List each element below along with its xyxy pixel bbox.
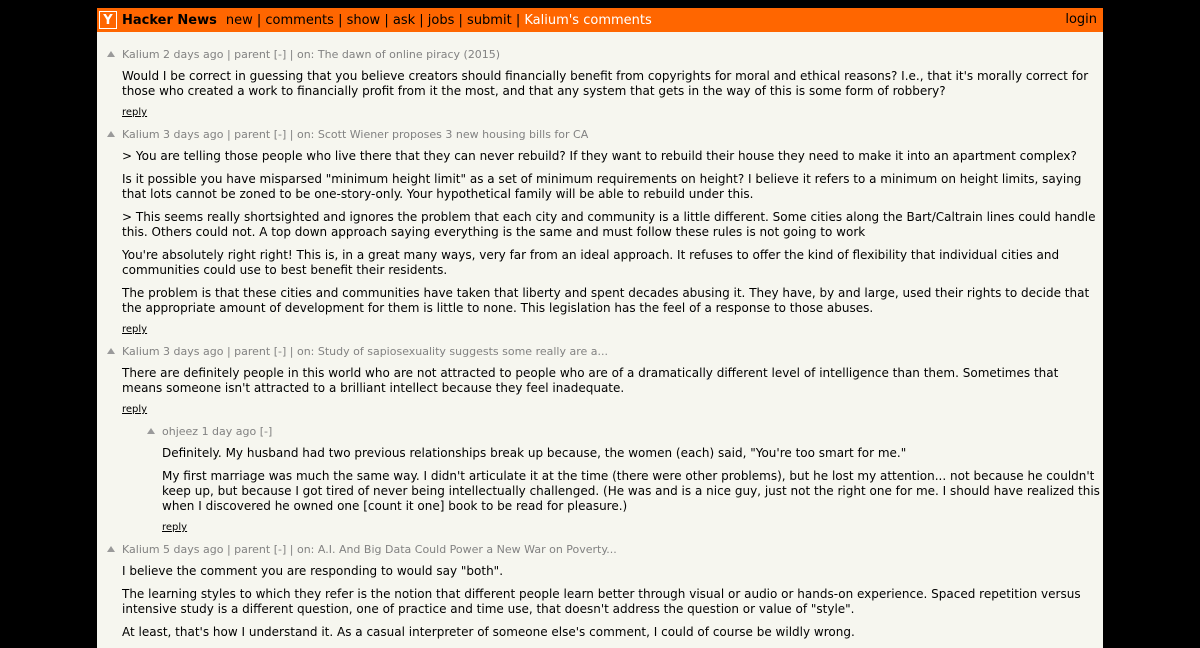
nav-separator: | xyxy=(511,12,525,28)
comment-text xyxy=(122,564,1098,640)
nav-separator: | xyxy=(415,12,428,28)
nav-separator: | xyxy=(454,12,468,28)
nav-ask-link[interactable]: ask xyxy=(392,12,416,28)
comment-text xyxy=(122,366,1098,396)
comment-paragraph: Definitely. My husband had two previous relationships break up because, the women (each) said, "You're too smart for me." xyxy=(162,446,907,460)
nav-submit-link[interactable]: submit xyxy=(467,12,512,28)
comment-paragraph: At least, that's how I understand it. As a casual interpreter of someone else's comment, I could of course be wildly wrong. xyxy=(122,625,855,639)
nav-jobs-link[interactable]: jobs xyxy=(427,12,455,28)
comment-paragraph: Would I be correct in guessing that you believe creators should financially benefit from copyrights for moral and ethical reasons? I.e., that it's morally correct for those who created a work to financially profit from it the most, and that any system that gets in the way of this is some form of robbery? xyxy=(122,69,1089,98)
upvote-arrow-icon[interactable] xyxy=(107,51,115,57)
comment-paragraph: The learning styles to which they refer is the notion that different people learn better through visual or audio or hands-on experience. Spaced repetition versus intensive study is a different question, one of practice and time use, that doesn't address the question or value of "style". xyxy=(122,587,1081,616)
comment-text xyxy=(162,446,1103,514)
comment-paragraph: Is it possible you have misparsed "minimum height limit" as a set of minimum requirements on height? I believe it refers to a minimum on height limits, saying that lots cannot be zoned to be one-story-only. Your hypothetical family will be able to rebuild under this. xyxy=(122,172,1082,201)
nav-separator: | xyxy=(252,12,266,28)
upvote-arrow-icon[interactable] xyxy=(107,348,115,354)
comment-meta: ohjeez 1 day ago [-] xyxy=(162,425,273,438)
login-link[interactable]: login xyxy=(1065,12,1097,27)
comment-meta: Kalium 3 days ago | parent [-] | on: Study of sapiosexuality suggests some really are a... xyxy=(122,345,608,358)
nav-new-link[interactable]: new xyxy=(225,12,253,28)
comment-paragraph: There are definitely people in this world who are not attracted to people who are of a dramatically different level of intelligence than them. Sometimes that means someone isn't attracted to a brilliant intellect because they feel inadequate. xyxy=(122,366,1059,395)
comment-paragraph: You're absolutely right right! This is, in a great many ways, very far from an ideal approach. It refuses to offer the kind of flexibility that individual cities and communities could use to best benefit their residents. xyxy=(122,248,1060,277)
reply-link[interactable]: reply xyxy=(122,324,148,335)
comment-paragraph: My first marriage was much the same way. I didn't articulate it at the time (there were other problems), but he lost my attention... not because he couldn't keep up, but because I got tired of never being intellectually challenged. (He was and is a nice guy, just not the right one for me. I should have realized this when I discovered he owned one [count it one] book to be read for pleasure.) xyxy=(162,469,1100,513)
reply-link[interactable]: reply xyxy=(122,107,148,118)
comment-meta: Kalium 2 days ago | parent [-] | on: The dawn of online piracy (2015) xyxy=(122,48,501,61)
upvote-arrow-icon[interactable] xyxy=(147,428,155,434)
site-name-link[interactable]: Hacker News xyxy=(122,12,217,28)
y-logo-icon[interactable]: Y xyxy=(99,11,117,29)
nav-current-page[interactable]: Kalium's comments xyxy=(524,12,652,28)
comment-text xyxy=(122,69,1098,99)
reply-link[interactable]: reply xyxy=(162,522,188,533)
upvote-arrow-icon[interactable] xyxy=(107,546,115,552)
top-nav xyxy=(226,13,652,28)
nav-separator: | xyxy=(380,12,393,28)
page-container xyxy=(97,8,1103,648)
comment-paragraph: The problem is that these cities and communities have taken that liberty and spent decades abusing it. They have, by and large, used their rights to decide that the appropriate amount of development for them is little to none. This legislation has the feel of a response to those abuses. xyxy=(122,286,1090,315)
comment-paragraph: > You are telling those people who live there that they can never rebuild? If they want to rebuild their house they need to make it into an apartment complex? xyxy=(122,149,1077,163)
comment-meta: Kalium 5 days ago | parent [-] | on: A.I. And Big Data Could Power a New War on Poverty... xyxy=(122,543,617,556)
comment-text xyxy=(122,149,1098,316)
reply-link[interactable]: reply xyxy=(122,404,148,415)
comment-paragraph: > This seems really shortsighted and ignores the problem that each city and community is a little different. Some cities along the Bart/Caltrain lines could handle this. Others could not. A top down approach saying everything is the same and must follow these rules is not going to work xyxy=(122,210,1096,239)
upvote-arrow-icon[interactable] xyxy=(107,131,115,137)
header-bar xyxy=(97,8,1103,32)
nav-comments-link[interactable]: comments xyxy=(265,12,334,28)
comment-paragraph: I believe the comment you are responding to would say "both". xyxy=(122,564,504,578)
nav-separator: | xyxy=(333,12,347,28)
nav-show-link[interactable]: show xyxy=(346,12,381,28)
comment-meta: Kalium 3 days ago | parent [-] | on: Scott Wiener proposes 3 new housing bills for CA xyxy=(122,128,589,141)
